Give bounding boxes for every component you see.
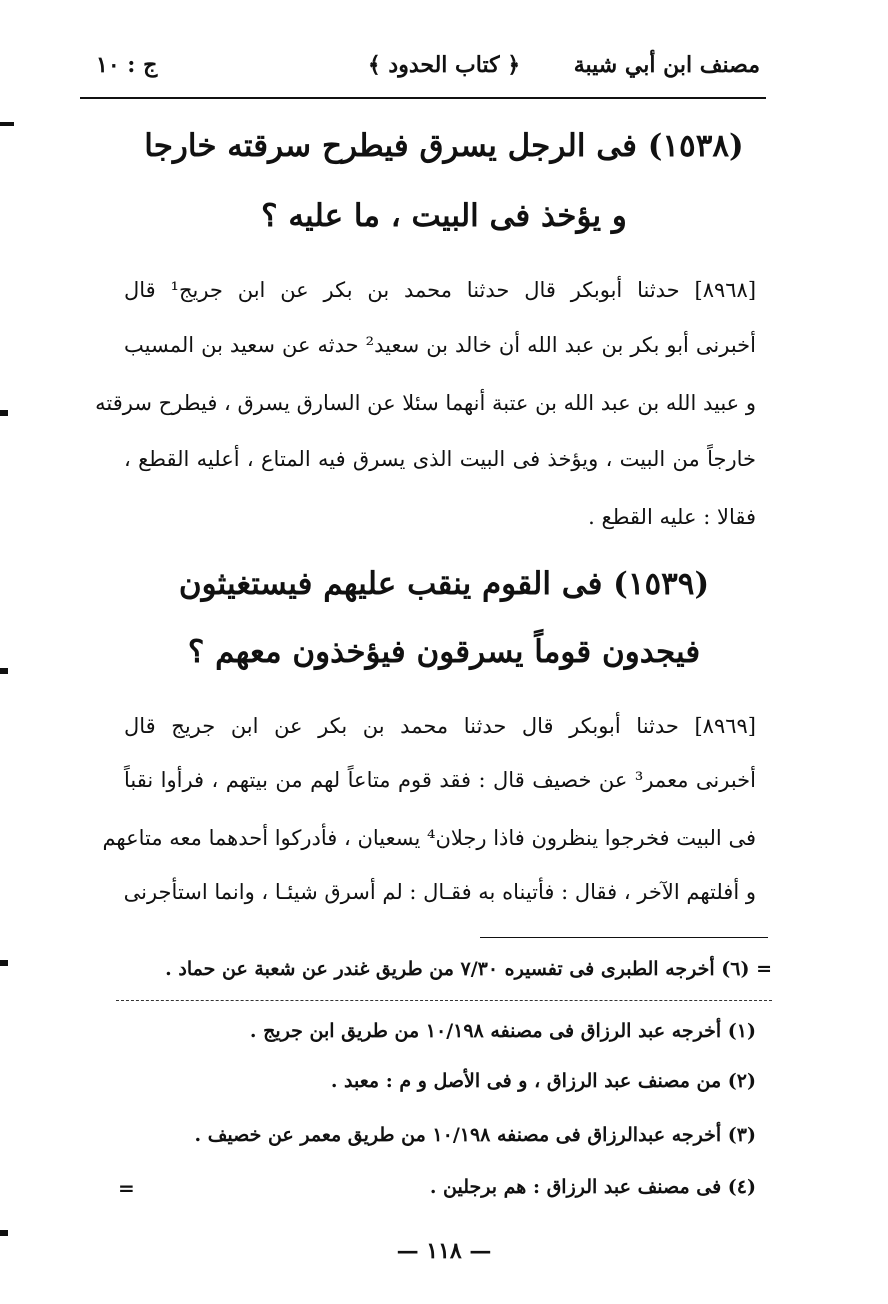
scan-mark bbox=[0, 668, 8, 674]
section-title: (١٥٣٨) فى الرجل يسرق فيطرح سرقته خارجا bbox=[144, 128, 744, 164]
section-title: (١٥٣٩) فى القوم ينقب عليهم فيستغيثون bbox=[178, 566, 710, 602]
scan-mark bbox=[0, 122, 14, 126]
section-title: و يؤخذ فى البيت ، ما عليه ؟ bbox=[261, 198, 627, 234]
hadith-text-line: أخبرنى معمر³ عن خصيف قال : فقد قوم متاعاً لهم من بيتهم ، فرأوا نقباً bbox=[124, 768, 756, 792]
hadith-text-line: [٨٩٦٩] حدثنا أبوبكر قال حدثنا محمد بن بكر عن ابن جريج قال bbox=[124, 714, 756, 738]
carried-footnote: = (٦) أخرجه الطبرى فى تفسيره ٧/٣٠ من طريق غندر عن شعبة عن حماد . bbox=[165, 958, 772, 980]
scan-mark bbox=[0, 960, 8, 966]
scan-mark bbox=[0, 1230, 8, 1236]
page-number: — ١١٨ — bbox=[396, 1238, 492, 1264]
footnote: (١) أخرجه عبد الرزاق فى مصنفه ١٠/١٩٨ من طريق ابن جريج . bbox=[249, 1020, 756, 1042]
hadith-text-line: [٨٩٦٨] حدثنا أبوبكر قال حدثنا محمد بن بكر عن ابن جريج¹ قال bbox=[124, 278, 757, 302]
hadith-text-line: خارجاً من البيت ، ويؤخذ فى البيت الذى يسرق فيه المتاع ، أعليه القطع ، bbox=[124, 447, 756, 471]
header-rule bbox=[80, 97, 766, 99]
continuation-mark: = bbox=[118, 1176, 135, 1200]
hadith-text-line: فى البيت فخرجوا ينظرون فاذا رجلان⁴ يسعيان ، فأدركوا أحدهما معه متاعهم bbox=[102, 826, 756, 850]
volume-indicator: ج : ١٠ bbox=[96, 52, 158, 78]
section-title: فيجدون قوماً يسرقون فيؤخذون معهم ؟ bbox=[187, 634, 701, 670]
footnote: (٤) فى مصنف عبد الرزاق : هم برجلين . bbox=[429, 1176, 756, 1198]
footnote: (٢) من مصنف عبد الرزاق ، و فى الأصل و م : معبد . bbox=[330, 1070, 756, 1092]
chapter-title: ﴿ كتاب الحدود ﴾ bbox=[367, 52, 521, 78]
footnote-rule bbox=[480, 937, 768, 938]
footnote-divider bbox=[116, 1000, 772, 1001]
hadith-text-line: و أفلتهم الآخر ، فقال : فأتيناه به فقـال : لم أسرق شيئـا ، وانما استأجرنى bbox=[123, 880, 756, 904]
hadith-text-line: أخبرنى أبو بكر بن عبد الله أن خالد بن سعيد² حدثه عن سعيد بن المسيب bbox=[124, 333, 756, 357]
scan-mark bbox=[0, 410, 8, 416]
hadith-text-line: و عبيد الله بن عبد الله بن عتبة أنهما سئلا عن السارق يسرق ، فيطرح سرقته bbox=[95, 391, 756, 415]
hadith-text-line: فقالا : عليه القطع . bbox=[588, 505, 756, 529]
footnote: (٣) أخرجه عبدالرزاق فى مصنفه ١٠/١٩٨ من طريق معمر عن خصيف . bbox=[194, 1124, 756, 1146]
running-title: مصنف ابن أبي شيبة bbox=[573, 52, 760, 78]
